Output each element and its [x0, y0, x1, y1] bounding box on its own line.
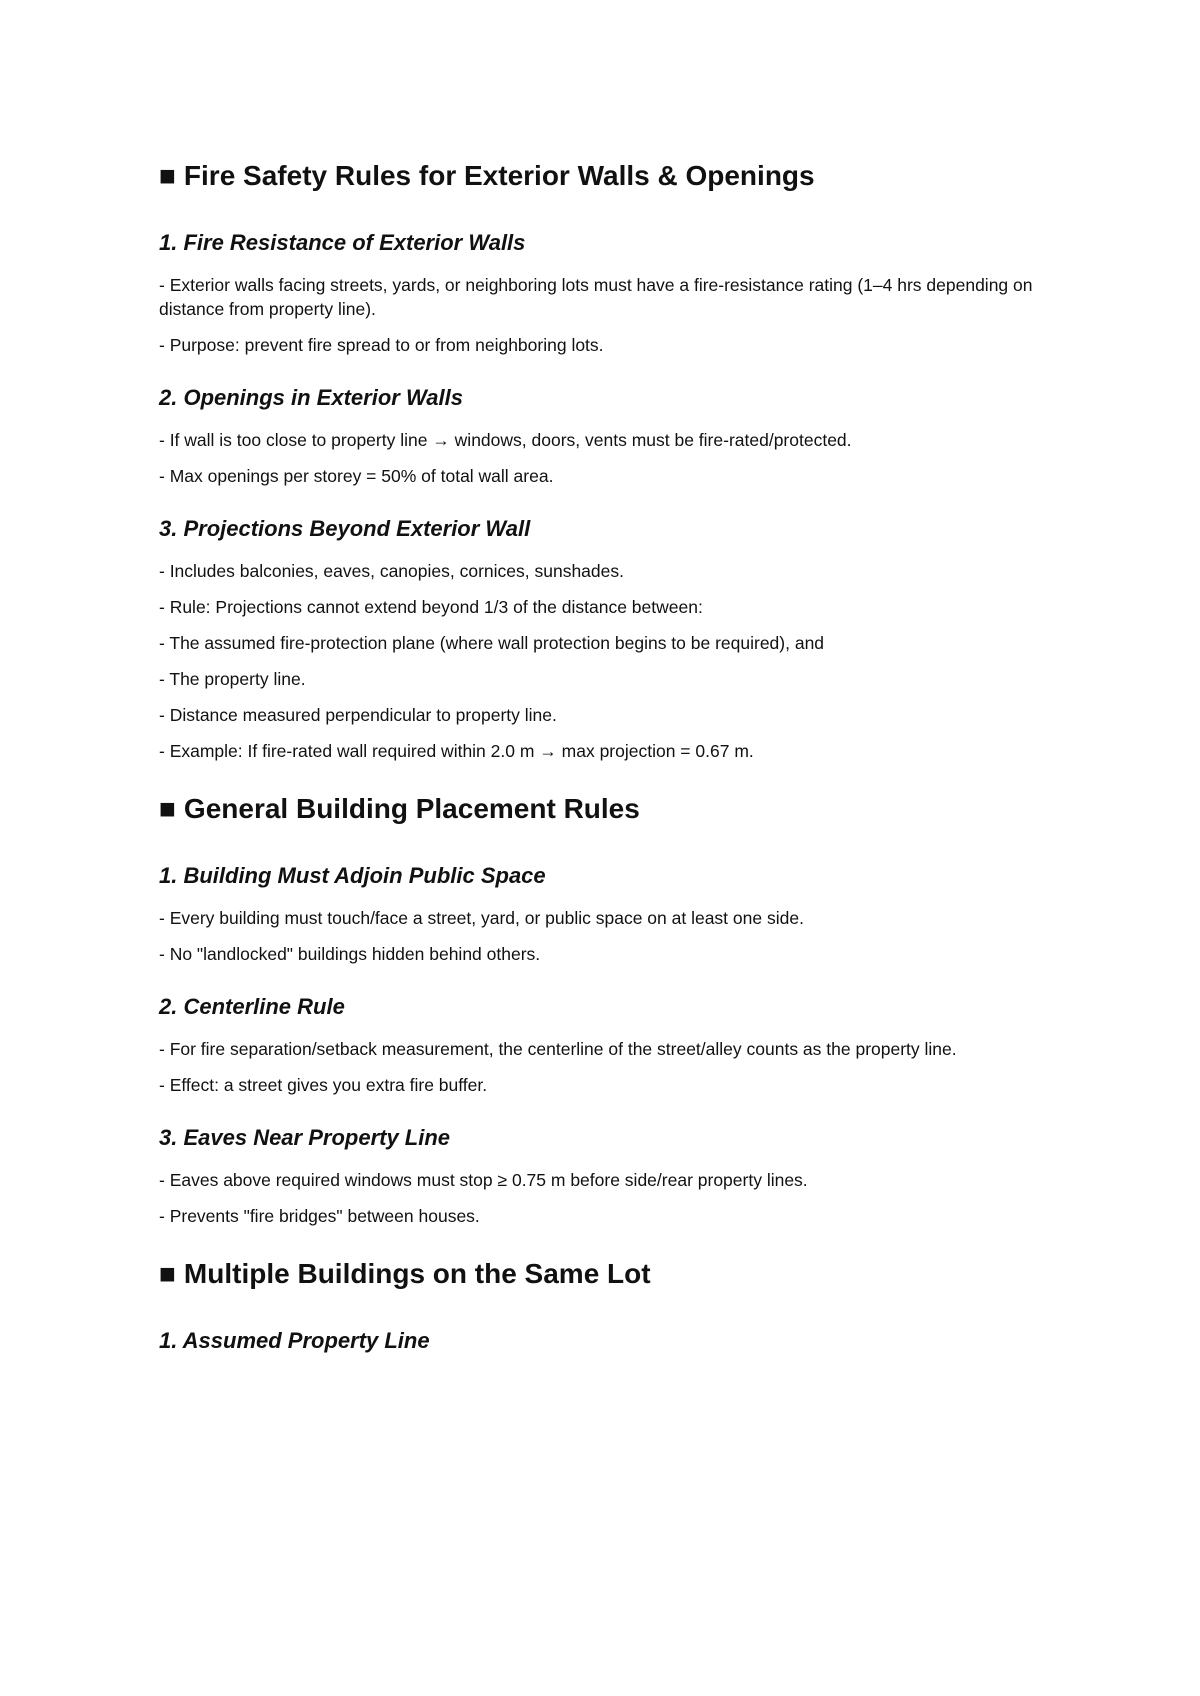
section-heading	[159, 156, 1039, 196]
section-heading-text: Fire Safety Rules for Exterior Walls & Openings	[183, 160, 815, 191]
section-multiple-buildings	[159, 1254, 1039, 1356]
subsection	[159, 383, 1039, 488]
subsection-heading: 3. Eaves Near Property Line	[159, 1125, 451, 1150]
list-item: - Example: If fire-rated wall required within 2.0 m → max projection = 0.67 m.	[159, 741, 754, 761]
subsection-heading: 2. Centerline Rule	[159, 994, 345, 1019]
bullet-list	[159, 1037, 1039, 1097]
list-item: - Max openings per storey = 50% of total wall area.	[159, 466, 554, 486]
bullet-list	[159, 906, 1039, 966]
subsection-heading: 1. Assumed Property Line	[159, 1328, 430, 1353]
bullet-list	[159, 559, 1039, 763]
section-heading	[159, 1254, 1039, 1294]
subsection	[159, 992, 1039, 1097]
bullet-list	[159, 273, 1039, 357]
section-fire-safety	[159, 156, 1039, 763]
list-item: - Distance measured perpendicular to property line.	[159, 705, 557, 725]
subsection-heading: 1. Fire Resistance of Exterior Walls	[159, 230, 526, 255]
square-bullet-icon: ■	[159, 1258, 176, 1289]
list-item: - Purpose: prevent fire spread to or from neighboring lots.	[159, 335, 604, 355]
square-bullet-icon: ■	[159, 160, 176, 191]
list-item: - Eaves above required windows must stop ≥ 0.75 m before side/rear property lines.	[159, 1170, 808, 1190]
subsection	[159, 1123, 1039, 1228]
section-heading-text: Multiple Buildings on the Same Lot	[183, 1258, 651, 1289]
subsection-heading: 1. Building Must Adjoin Public Space	[159, 863, 546, 888]
list-item: - The assumed fire-protection plane (where wall protection begins to be required), and	[159, 633, 825, 653]
list-item: - Prevents "fire bridges" between houses.	[159, 1206, 480, 1226]
list-item: - Effect: a street gives you extra fire buffer.	[159, 1075, 488, 1095]
list-item: - Includes balconies, eaves, canopies, cornices, sunshades.	[159, 561, 624, 581]
subsection-heading: 3. Projections Beyond Exterior Wall	[159, 516, 531, 541]
list-item: - If wall is too close to property line → windows, doors, vents must be fire-rated/protected.	[159, 430, 852, 450]
section-heading-text: General Building Placement Rules	[183, 793, 640, 824]
subsection-heading: 2. Openings in Exterior Walls	[159, 385, 464, 410]
document-content	[159, 156, 1039, 1382]
subsection	[159, 514, 1039, 763]
list-item: - Exterior walls facing streets, yards, or neighboring lots must have a fire-resistance rating (1–4 hrs depending on distance from property line).	[159, 275, 1033, 319]
bullet-list	[159, 1168, 1039, 1228]
section-heading	[159, 789, 1039, 829]
subsection	[159, 1326, 1039, 1356]
list-item: - The property line.	[159, 669, 306, 689]
subsection	[159, 861, 1039, 966]
list-item: - Every building must touch/face a street, yard, or public space on at least one side.	[159, 908, 804, 928]
list-item: - Rule: Projections cannot extend beyond 1/3 of the distance between:	[159, 597, 703, 617]
bullet-list	[159, 428, 1039, 488]
list-item: - For fire separation/setback measurement, the centerline of the street/alley counts as the property line.	[159, 1039, 957, 1059]
list-item: - No "landlocked" buildings hidden behind others.	[159, 944, 541, 964]
subsection	[159, 228, 1039, 357]
section-general-placement	[159, 789, 1039, 1228]
square-bullet-icon: ■	[159, 793, 176, 824]
